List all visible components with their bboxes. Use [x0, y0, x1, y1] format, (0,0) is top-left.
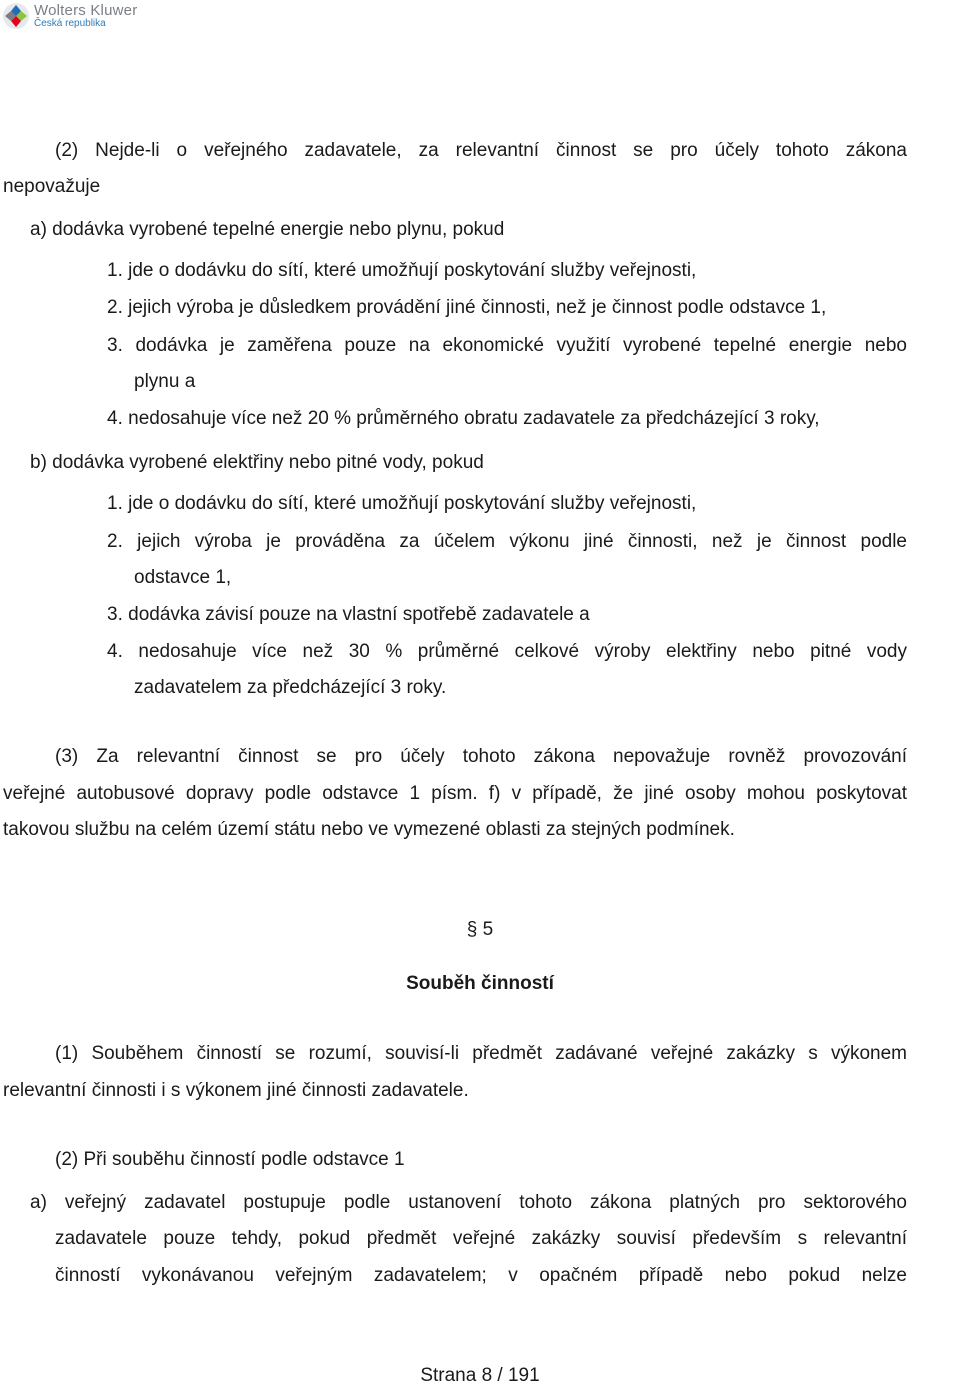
paragraph-3-line-3: takovou službu na celém území státu nebo ve vymezené oblasti za stejných podmínek.	[3, 819, 735, 840]
item-a-title: a) dodávka vyrobené tepelné energie nebo plynu, pokud	[30, 219, 505, 240]
item-a-4: 4. nedosahuje více než 20 % průměrného obratu zadavatele za předcházející 3 roky,	[107, 408, 820, 429]
paragraph-3-line-2: veřejné autobusové dopravy podle odstavce 1 písm. f) v případě, že jiné osoby mohou poskytovat	[3, 783, 907, 804]
item-b-4-line-2: zadavatelem za předcházející 3 roky.	[134, 677, 447, 698]
section-5-paragraph-2-title: (2) Při souběhu činností podle odstavce 1	[55, 1149, 405, 1170]
publisher-logo	[2, 2, 137, 30]
section-5-item-a-line-3: činností vykonávanou veřejným zadavatelem; v opačném případě nebo pokud nelze	[55, 1265, 907, 1286]
logo-subtitle: Česká republika	[34, 18, 106, 29]
item-a-3-line-2: plynu a	[134, 371, 196, 392]
paragraph-3-line-1: (3) Za relevantní činnost se pro účely tohoto zákona nepovažuje rovněž provozování	[55, 746, 907, 767]
section-5-item-a-line-2: zadavatele pouze tehdy, pokud předmět veřejné zakázky souvisí především s relevantní	[55, 1228, 907, 1249]
item-b-3: 3. dodávka závisí pouze na vlastní spotřebě zadavatele a	[107, 604, 590, 625]
page-number: Strana 8 / 191	[420, 1365, 540, 1386]
item-b-title: b) dodávka vyrobené elektřiny nebo pitné vody, pokud	[30, 452, 484, 473]
section-5-paragraph-1-line-1: (1) Souběhem činností se rozumí, souvisí-li předmět zadávané veřejné zakázky s výkonem	[55, 1043, 907, 1064]
section-5-item-a-line-1: a) veřejný zadavatel postupuje podle ustanovení tohoto zákona platných pro sektorového	[30, 1192, 907, 1213]
section-number: § 5	[466, 919, 494, 940]
item-b-4-line-1: 4. nedosahuje více než 30 % průměrné celkové výroby elektřiny nebo pitné vody	[107, 641, 907, 662]
logo-name: Wolters Kluwer	[34, 2, 138, 19]
item-b-2-line-2: odstavce 1,	[134, 567, 232, 588]
item-b-1: 1. jde o dodávku do sítí, které umožňují poskytování služby veřejnosti,	[107, 493, 697, 514]
paragraph-2-line-2: nepovažuje	[3, 176, 101, 197]
paragraph-2-line-1: (2) Nejde-li o veřejného zadavatele, za relevantní činnost se pro účely tohoto zákona	[55, 140, 907, 161]
section-title: Souběh činností	[406, 973, 554, 994]
item-a-1: 1. jde o dodávku do sítí, které umožňují poskytování služby veřejnosti,	[107, 260, 697, 281]
section-5-paragraph-1-line-2: relevantní činnosti i s výkonem jiné činnosti zadavatele.	[3, 1080, 469, 1101]
item-a-2: 2. jejich výroba je důsledkem provádění jiné činnosti, než je činnost podle odstavce 1,	[107, 297, 827, 318]
item-b-2-line-1: 2. jejich výroba je prováděna za účelem výkonu jiné činnosti, než je činnost podle	[107, 531, 907, 552]
item-a-3-line-1: 3. dodávka je zaměřena pouze na ekonomické využití vyrobené tepelné energie nebo	[107, 335, 907, 356]
wolters-kluwer-logo-icon	[2, 2, 30, 30]
